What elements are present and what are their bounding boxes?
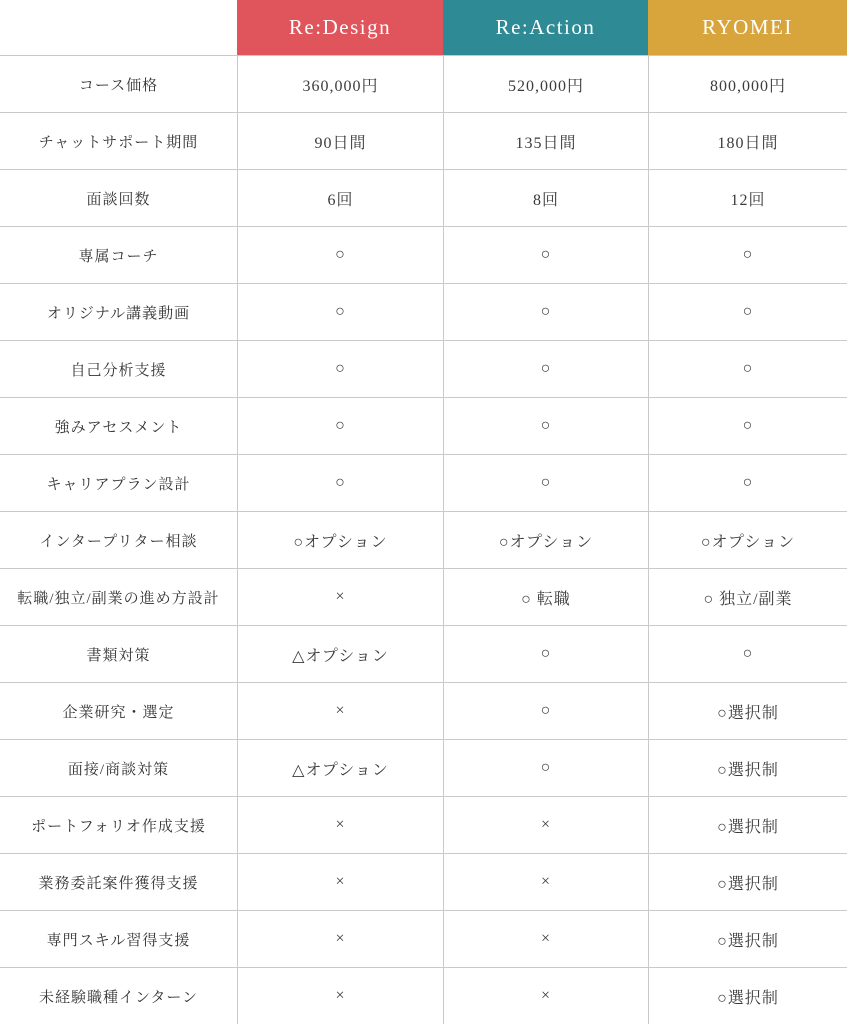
table-row [0, 169, 847, 226]
row-value: 90日間 [237, 113, 443, 169]
row-value: 800,000円 [648, 56, 847, 112]
table-header-row [0, 0, 847, 55]
row-value: ○選択制 [648, 797, 847, 853]
row-value: × [237, 797, 443, 853]
row-label: 自己分析支援 [70, 362, 167, 379]
corner-empty-cell [0, 0, 237, 55]
row-value: × [443, 911, 648, 967]
table-row [0, 682, 847, 739]
row-label: 未経験職種インターン [38, 989, 199, 1006]
table-row [0, 625, 847, 682]
row-value: 12回 [648, 170, 847, 226]
row-label: コース価格 [78, 77, 159, 94]
row-label: 業務委託案件獲得支援 [38, 875, 199, 892]
row-value: ○オプション [237, 512, 443, 568]
row-value: △オプション [237, 740, 443, 796]
table-row [0, 397, 847, 454]
column-header-re-action: Re:Action [443, 0, 648, 55]
table-row [0, 511, 847, 568]
row-value: ○ [237, 398, 443, 454]
row-value: ○ 転職 [443, 569, 648, 625]
row-value: ○ [443, 740, 648, 796]
row-label: 専門スキル習得支援 [46, 932, 191, 949]
row-label: キャリアプラン設計 [46, 476, 191, 493]
row-value: 360,000円 [237, 56, 443, 112]
table-row [0, 340, 847, 397]
table-row [0, 283, 847, 340]
row-value: ○ [443, 455, 648, 511]
row-value: ○ [237, 284, 443, 340]
row-value: ○ [443, 398, 648, 454]
row-label: チャットサポート期間 [38, 134, 199, 151]
row-value: ○ [443, 341, 648, 397]
row-value: 6回 [237, 170, 443, 226]
column-header-re-design: Re:Design [237, 0, 443, 55]
row-value: ○ [648, 398, 847, 454]
table-row [0, 739, 847, 796]
row-value: ○選択制 [648, 740, 847, 796]
row-label: 強みアセスメント [54, 419, 183, 436]
row-value: × [237, 683, 443, 739]
row-value: ○選択制 [648, 968, 847, 1024]
row-label: 転職/独立/副業の進め方設計 [17, 590, 220, 607]
row-value: × [443, 968, 648, 1024]
row-value: ○オプション [443, 512, 648, 568]
row-value: × [237, 854, 443, 910]
row-label: 面接/商談対策 [67, 761, 170, 778]
row-value: × [237, 569, 443, 625]
row-label: 企業研究・選定 [62, 704, 175, 721]
column-header-ryomei: RYOMEI [648, 0, 847, 55]
row-value: ○ [443, 626, 648, 682]
table-row [0, 853, 847, 910]
table-row [0, 112, 847, 169]
row-label: インタープリター相談 [39, 533, 198, 550]
row-value: 135日間 [443, 113, 648, 169]
row-value: ○ [648, 341, 847, 397]
row-value: ○選択制 [648, 854, 847, 910]
row-label: 専属コーチ [78, 248, 159, 265]
row-value: 520,000円 [443, 56, 648, 112]
row-value: × [443, 854, 648, 910]
row-value: × [237, 968, 443, 1024]
table-body [0, 55, 847, 1024]
row-value: ○ [237, 227, 443, 283]
table-row [0, 454, 847, 511]
table-row [0, 568, 847, 625]
row-value: ○ [648, 455, 847, 511]
row-value: × [443, 797, 648, 853]
row-value: ○ [237, 455, 443, 511]
row-value: ○選択制 [648, 911, 847, 967]
row-value: ○ 独立/副業 [648, 569, 847, 625]
row-value: ○オプション [648, 512, 847, 568]
row-value: × [237, 911, 443, 967]
row-value: ○ [237, 341, 443, 397]
row-value: ○ [443, 683, 648, 739]
row-label: 書類対策 [86, 647, 151, 664]
row-value: ○ [443, 227, 648, 283]
row-label: オリジナル講義動画 [46, 305, 191, 322]
table-row [0, 796, 847, 853]
row-value: 180日間 [648, 113, 847, 169]
row-value: 8回 [443, 170, 648, 226]
table-row [0, 910, 847, 967]
table-row [0, 967, 847, 1024]
row-value: ○ [443, 284, 648, 340]
row-value: ○ [648, 284, 847, 340]
row-value: ○ [648, 626, 847, 682]
row-value: △オプション [237, 626, 443, 682]
row-value: ○選択制 [648, 683, 847, 739]
row-label: ポートフォリオ作成支援 [31, 818, 206, 835]
row-label: 面談回数 [86, 191, 151, 208]
table-row [0, 55, 847, 112]
table-row [0, 226, 847, 283]
row-value: ○ [648, 227, 847, 283]
